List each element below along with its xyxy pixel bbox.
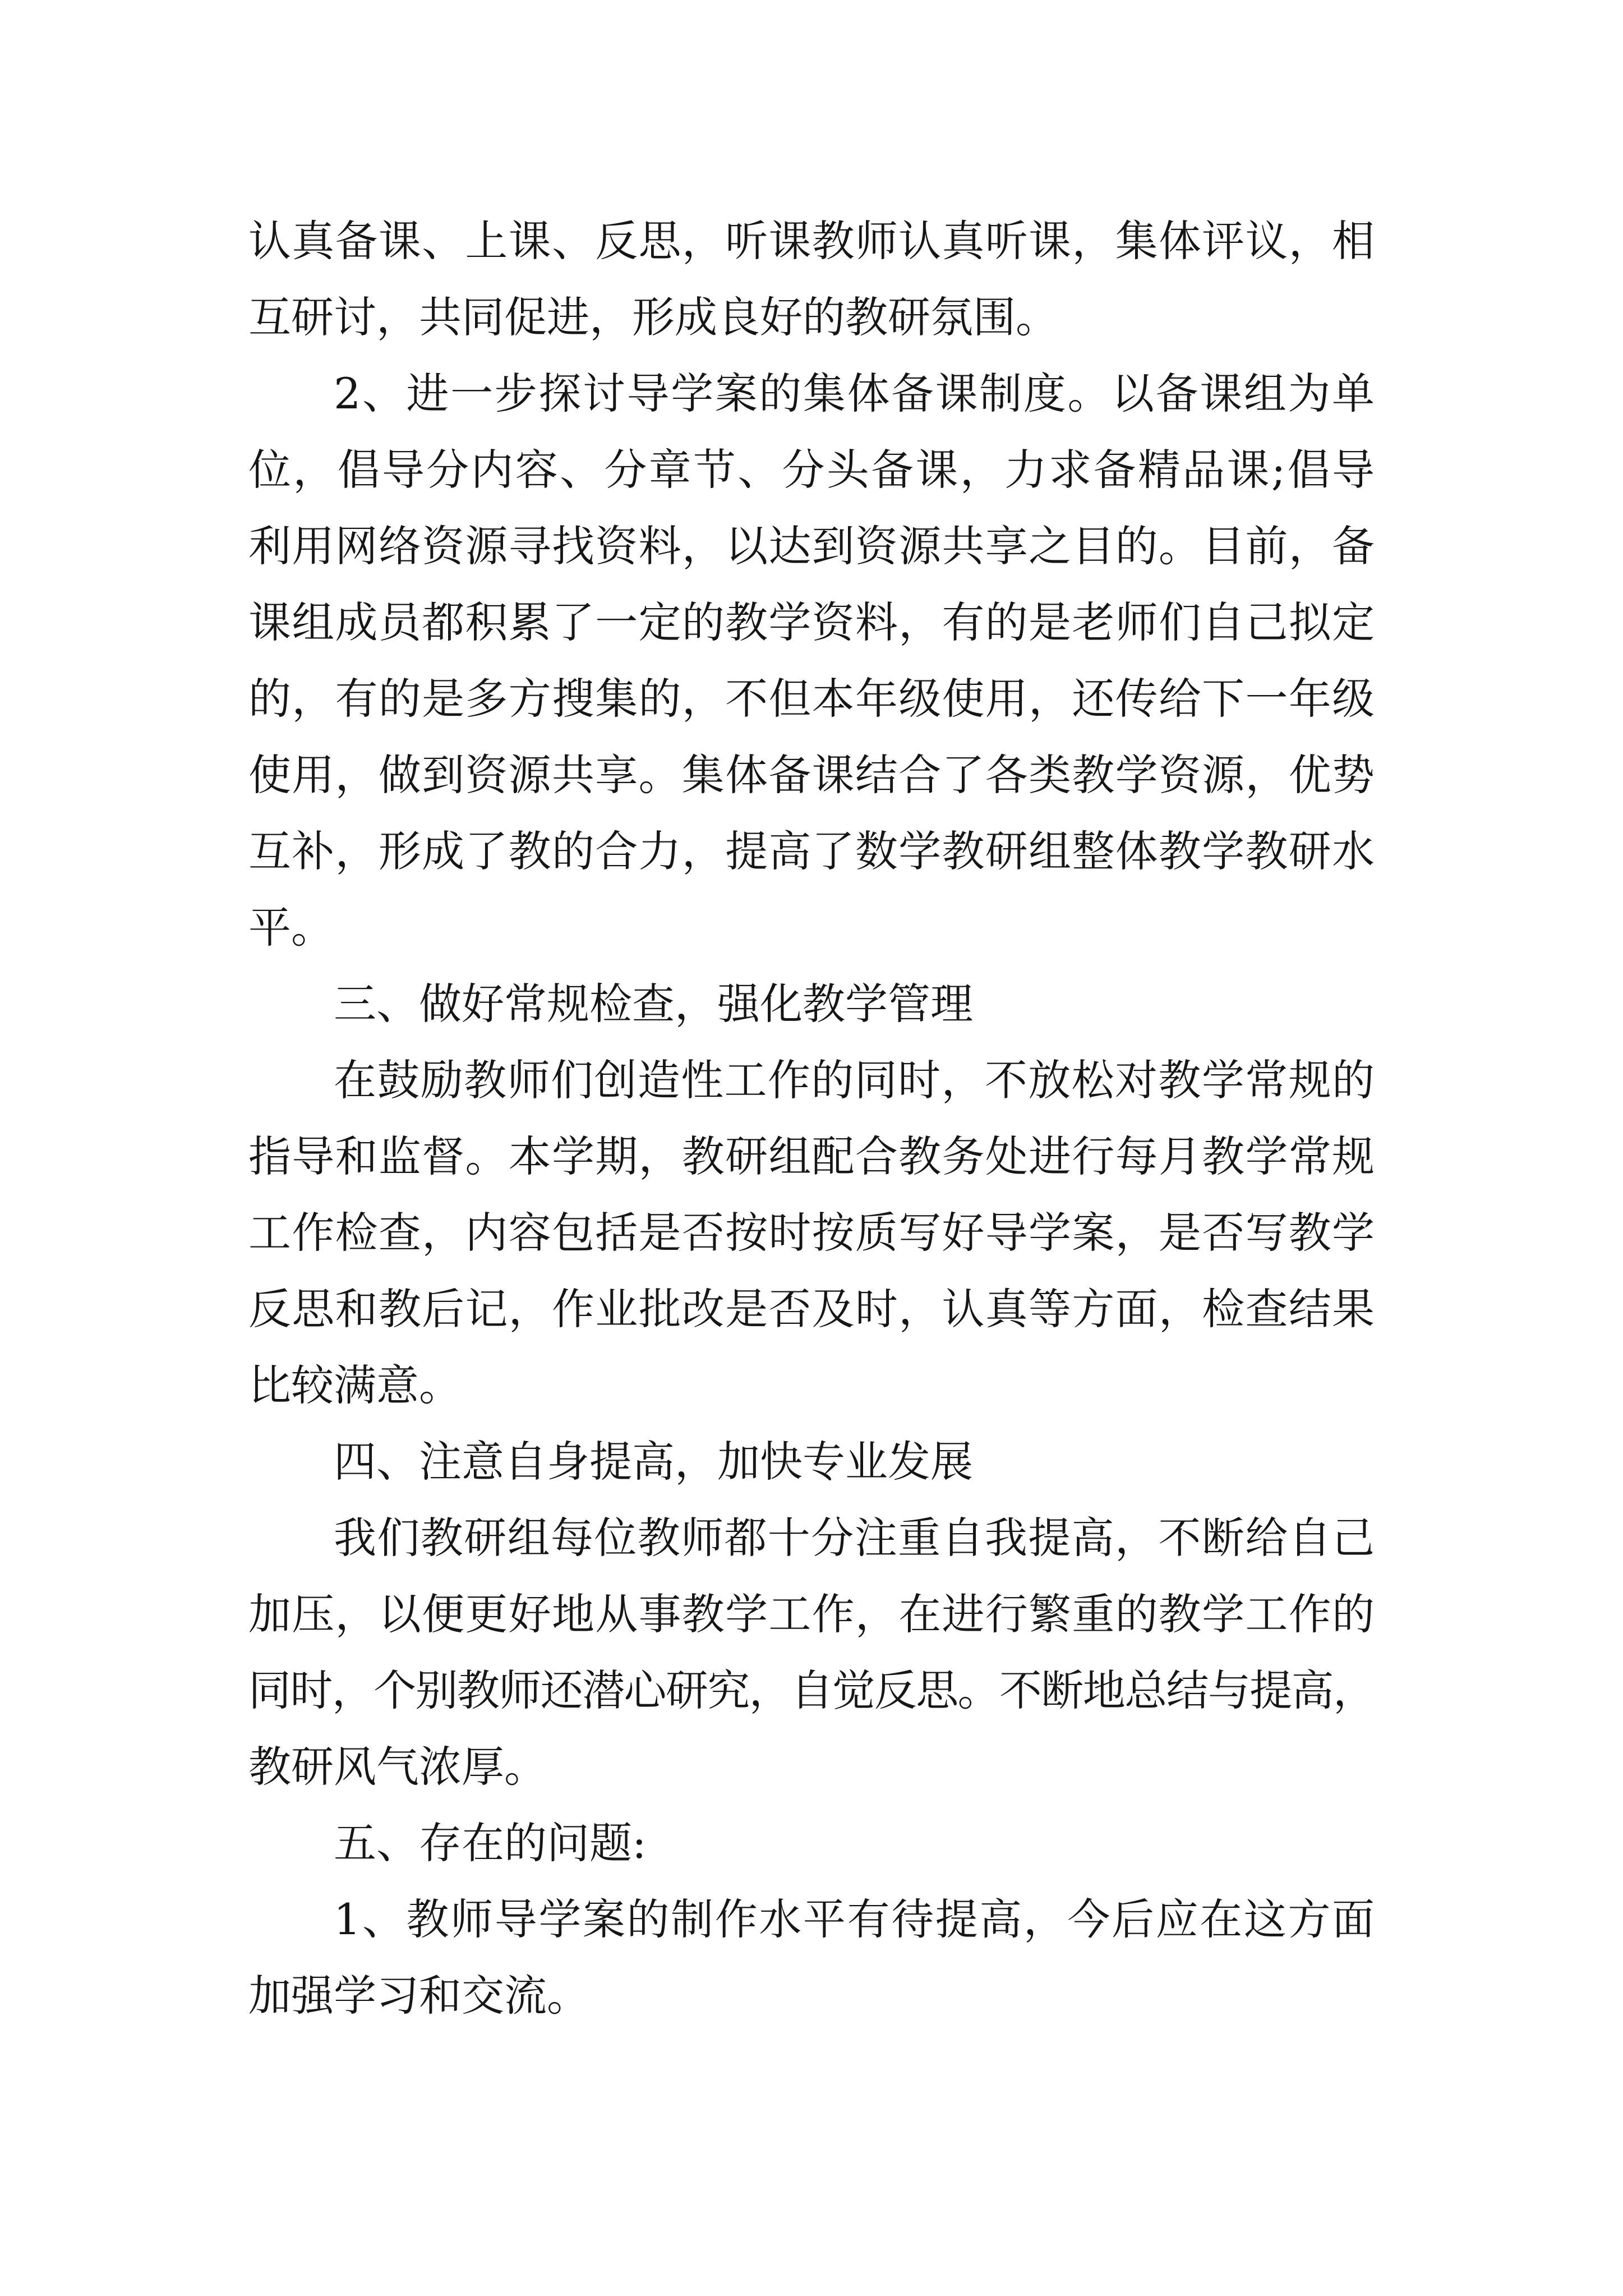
section-heading-text: 四、注意自身提高，加快专业发展 (334, 1437, 973, 1487)
section-heading (248, 966, 1375, 1042)
paragraph-line: 平。 (248, 903, 334, 953)
paragraph-line: 指导和监督。本学期，教研组配合教务处进行每月教学常规 (248, 1131, 1375, 1181)
paragraph-line: 2、进一步探讨导学案的集体备课制度。以备课组为单 (334, 369, 1375, 418)
paragraph-line: 教研风气浓厚。 (248, 1742, 547, 1792)
paragraph-line: 比较满意。 (248, 1360, 462, 1410)
paragraph-line: 互研讨，共同促进，形成良好的教研氛围。 (248, 292, 1058, 342)
paragraph-line: 的，有的是多方搜集的，不但本年级使用，还传给下一年级 (248, 674, 1375, 724)
paragraph-line: 工作检查，内容包括是否按时按质写好导学案，是否写教学 (248, 1208, 1375, 1258)
paragraph-line: 加压，以便更好地从事教学工作，在进行繁重的教学工作的 (248, 1589, 1375, 1639)
paragraph-line: 我们教研组每位教师都十分注重自我提高，不断给自己 (334, 1513, 1375, 1563)
paragraph-line: 反思和教后记，作业批改是否及时，认真等方面，检查结果 (248, 1284, 1375, 1334)
paragraph (248, 203, 1375, 356)
paragraph (248, 1042, 1375, 1424)
paragraph-line: 位，倡导分内容、分章节、分头备课，力求备精品课;倡导 (248, 445, 1375, 495)
section-heading-text: 五、存在的问题: (334, 1818, 647, 1868)
paragraph-line: 利用网络资源寻找资料，以达到资源共享之目的。目前，备 (248, 521, 1375, 571)
paragraph (248, 1881, 1375, 2034)
paragraph-line: 课组成员都积累了一定的教学资料，有的是老师们自己拟定 (248, 597, 1375, 647)
paragraph-line: 加强学习和交流。 (248, 1971, 589, 2021)
paragraph-line: 认真备课、上课、反思，听课教师认真听课，集体评议，相 (248, 216, 1375, 266)
paragraph-line: 互补，形成了教的合力，提高了数学教研组整体教学教研水 (248, 826, 1375, 876)
paragraph-line: 使用，做到资源共享。集体备课结合了各类教学资源，优势 (248, 750, 1375, 800)
section-heading-text: 三、做好常规检查，强化教学管理 (334, 979, 973, 1029)
document-body (248, 203, 1375, 2034)
paragraph-line: 在鼓励教师们创造性工作的同时，不放松对教学常规的 (334, 1055, 1375, 1105)
paragraph (248, 356, 1375, 966)
section-heading (248, 1424, 1375, 1500)
paragraph (248, 1500, 1375, 1805)
paragraph-line: 同时，个别教师还潜心研究，自觉反思。不断地总结与提高， (248, 1665, 1375, 1715)
paragraph-line: 1、教师导学案的制作水平有待提高，今后应在这方面 (334, 1894, 1375, 1944)
section-heading (248, 1805, 1375, 1881)
